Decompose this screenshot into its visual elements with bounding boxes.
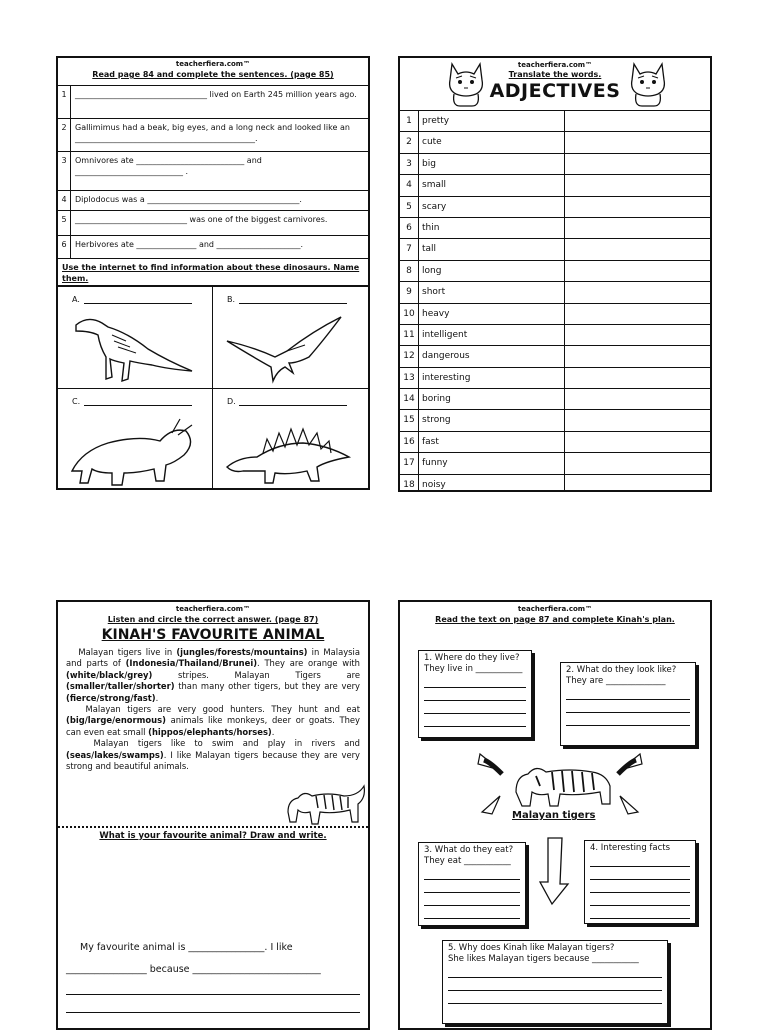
adjective-number: 9 (400, 282, 419, 302)
dinosaur-grid (58, 287, 368, 490)
adjective-word: fast (419, 432, 565, 452)
writing-line[interactable] (448, 965, 662, 978)
raptor-illustration (68, 311, 198, 386)
dinosaur-cell-c (58, 389, 213, 490)
adjective-number: 5 (400, 197, 419, 217)
adjective-row (400, 325, 710, 346)
draw-instruction: What is your favourite animal? Draw and write. (99, 831, 327, 841)
question-row (58, 86, 368, 119)
adjective-word: big (419, 154, 565, 174)
box-prompt[interactable]: They are ______________ (566, 676, 666, 686)
adjective-word: cute (419, 132, 565, 152)
adjective-row (400, 389, 710, 410)
translation-field[interactable] (565, 432, 710, 452)
question-number: 3 (58, 152, 71, 190)
plan-box-eat (418, 842, 526, 926)
answer-choice[interactable]: (jungles/forests/mountains) (176, 647, 308, 657)
adjective-number: 6 (400, 218, 419, 238)
story-fragment: Malayan tigers are very good hunters. They hunt and eat (85, 704, 360, 715)
writing-line[interactable] (66, 994, 360, 995)
adjective-word: small (419, 175, 565, 195)
translation-field[interactable] (565, 175, 710, 195)
writing-line[interactable] (424, 906, 520, 919)
translation-field[interactable] (565, 304, 710, 324)
adjectives-title: ADJECTIVES (489, 80, 621, 102)
translation-field[interactable] (565, 389, 710, 409)
translation-field[interactable] (565, 154, 710, 174)
translation-field[interactable] (565, 197, 710, 217)
worksheet-header (400, 58, 710, 111)
favourite-sentence[interactable]: My favourite animal is ________________. I like (80, 942, 293, 953)
adjective-number: 7 (400, 239, 419, 259)
adjective-number: 18 (400, 475, 419, 492)
adjective-word: short (419, 282, 565, 302)
answer-choice[interactable]: (hippos/elephants/horses) (148, 726, 272, 737)
plan-box-why (442, 940, 668, 1024)
adjective-word: tall (419, 239, 565, 259)
adjective-row (400, 132, 710, 153)
worksheet-header (58, 58, 368, 86)
translation-field[interactable] (565, 368, 710, 388)
adjective-row (400, 346, 710, 367)
writing-line[interactable] (590, 880, 690, 893)
plan-box-look (560, 662, 696, 746)
pterosaur-illustration (223, 311, 353, 386)
question-row (58, 119, 368, 152)
adjective-word: boring (419, 389, 565, 409)
instruction: Read page 84 and complete the sentences. (page 85) (92, 70, 334, 79)
story-fragment: Malayan tigers live in (78, 647, 177, 657)
plan-box-where (418, 650, 532, 738)
adjective-word: strong (419, 410, 565, 430)
translation-field[interactable] (565, 132, 710, 152)
adjectives-table (400, 111, 710, 492)
cat-illustration-right (626, 60, 670, 108)
down-arrow-icon (536, 836, 570, 906)
answer-choice[interactable]: (Indonesia/Thailand/Brunei) (125, 658, 258, 669)
adjective-word: funny (419, 453, 565, 473)
writing-line[interactable] (566, 687, 690, 700)
tiger-illustration-small (284, 782, 368, 828)
tiger-with-arrows-illustration (470, 746, 650, 818)
dinosaur-label: B. (227, 295, 236, 304)
adjective-word: intelligent (419, 325, 565, 345)
adjective-row (400, 453, 710, 474)
question-text: Herbivores ate _______________ and _____________________. (75, 240, 304, 249)
dinosaur-cell-a (58, 287, 213, 389)
writing-line[interactable] (590, 906, 690, 919)
writing-line[interactable] (424, 675, 526, 688)
adjective-row (400, 432, 710, 453)
adjective-row (400, 368, 710, 389)
translation-field[interactable] (565, 410, 710, 430)
translation-field[interactable] (565, 346, 710, 366)
answer-choice[interactable]: (white/black/grey) (66, 669, 153, 680)
kinah-plan-worksheet (398, 600, 712, 1030)
dotted-divider (58, 826, 368, 828)
box-prompt[interactable]: She likes Malayan tigers because ___________ (448, 954, 639, 964)
plan-box-facts (584, 840, 696, 924)
question-number: 6 (58, 236, 71, 258)
writing-line[interactable] (590, 867, 690, 880)
story-text (58, 644, 368, 772)
adjective-number: 2 (400, 132, 419, 152)
answer-choice[interactable]: (seas/lakes/swamps) (66, 749, 164, 760)
answer-choice[interactable]: (big/large/enormous) (66, 715, 166, 726)
story-fragment: Malayan tigers like to swim and play in rivers and (93, 738, 360, 749)
question-row (58, 211, 368, 236)
adjective-row (400, 154, 710, 175)
story-fragment: . I like Malayan tigers because they are very strong and beautiful animals. (66, 749, 360, 772)
adjective-word: dangerous (419, 346, 565, 366)
writing-line[interactable] (448, 991, 662, 1004)
adjective-word: interesting (419, 368, 565, 388)
question-text: Gallimimus had a beak, big eyes, and a long neck and looked like an _____________________________________________. (75, 123, 350, 143)
dinosaur-label: D. (227, 397, 236, 406)
box-question: 4. Interesting facts (590, 843, 671, 853)
adjective-word: scary (419, 197, 565, 217)
adjective-number: 10 (400, 304, 419, 324)
cat-illustration-left (444, 60, 488, 108)
adjective-number: 12 (400, 346, 419, 366)
instruction: Listen and circle the correct answer. (page 87) (107, 615, 319, 624)
adjective-row (400, 282, 710, 303)
box-prompt[interactable]: They live in ___________ (424, 664, 523, 674)
adjective-row (400, 239, 710, 260)
story-fragment: . They are orange with (257, 658, 360, 669)
answer-line[interactable] (239, 405, 347, 406)
question-text: Diplodocus was a ______________________________________. (75, 195, 302, 204)
adjective-number: 15 (400, 410, 419, 430)
box-question: 3. What do they eat? (424, 845, 514, 855)
writing-line[interactable] (424, 867, 520, 880)
story-fragment: . (155, 692, 159, 703)
stegosaurus-illustration (223, 413, 353, 488)
box-prompt[interactable]: They eat ___________ (424, 856, 511, 866)
question-text: ____________________________ was one of the biggest carnivores. (75, 215, 328, 224)
question-number: 4 (58, 191, 71, 210)
box-question: 1. Where do they live? (424, 653, 520, 663)
adjective-word: pretty (419, 111, 565, 131)
because-sentence[interactable]: _________________ because ___________________________ (66, 964, 321, 975)
writing-line[interactable] (424, 701, 526, 714)
translation-field[interactable] (565, 111, 710, 131)
adjective-row (400, 175, 710, 196)
writing-line[interactable] (424, 688, 526, 701)
instruction: Read the text on page 87 and complete Kinah's plan. (435, 615, 675, 624)
writing-line[interactable] (590, 854, 690, 867)
adjective-row (400, 304, 710, 325)
question-number: 1 (58, 86, 71, 118)
answer-line[interactable] (84, 303, 192, 304)
favourite-animal-worksheet (56, 600, 370, 1030)
translation-field[interactable] (565, 453, 710, 473)
adjective-number: 4 (400, 175, 419, 195)
dinosaur-cell-d (213, 389, 368, 490)
question-number: 5 (58, 211, 71, 235)
writing-line[interactable] (424, 714, 526, 727)
adjective-number: 11 (400, 325, 419, 345)
adjective-number: 3 (400, 154, 419, 174)
adjective-row (400, 410, 710, 431)
writing-line[interactable] (424, 893, 520, 906)
adjective-word: heavy (419, 304, 565, 324)
box-question: 5. Why does Kinah like Malayan tigers? (448, 943, 615, 953)
question-number: 2 (58, 119, 71, 151)
story-fragment: in Malaysia and parts of (66, 647, 360, 669)
adjective-row (400, 218, 710, 239)
adjective-number: 16 (400, 432, 419, 452)
answer-choice[interactable]: (smaller/taller/shorter) (66, 681, 175, 692)
adjective-number: 17 (400, 453, 419, 473)
translation-field[interactable] (565, 475, 710, 492)
dinosaur-label: A. (72, 295, 80, 304)
writing-line[interactable] (66, 1012, 360, 1013)
credit: teacherfiera.com™ (517, 605, 593, 613)
story-fragment: stripes. Malayan Tigers are (152, 669, 360, 680)
writing-line[interactable] (590, 893, 690, 906)
translation-field[interactable] (565, 218, 710, 238)
translation-field[interactable] (565, 282, 710, 302)
box-question: 2. What do they look like? (566, 665, 677, 675)
triceratops-illustration (68, 413, 198, 488)
adjective-number: 8 (400, 261, 419, 281)
adjective-row (400, 261, 710, 282)
instruction: Translate the words. (508, 70, 602, 79)
writing-line[interactable] (448, 978, 662, 991)
question-text: _________________________________ lived on Earth 245 million years ago. (75, 90, 357, 99)
credit: teacherfiera.com™ (175, 605, 251, 613)
question-text: Omnivores ate ___________________________ and ___________________________ . (75, 156, 262, 176)
credit: teacherfiera.com™ (517, 61, 593, 69)
writing-line[interactable] (566, 713, 690, 726)
dinosaur-cell-b (213, 287, 368, 389)
adjectives-worksheet (398, 56, 712, 492)
adjective-number: 14 (400, 389, 419, 409)
adjective-word: long (419, 261, 565, 281)
story-fragment: . (271, 726, 275, 737)
dinosaur-worksheet (56, 56, 370, 490)
translation-field[interactable] (565, 261, 710, 281)
translation-field[interactable] (565, 325, 710, 345)
answer-line[interactable] (239, 303, 347, 304)
question-row (58, 191, 368, 211)
story-fragment: animals like monkeys, deer or goats. They can even eat small (66, 715, 360, 737)
answer-line[interactable] (84, 405, 192, 406)
adjective-word: thin (419, 218, 565, 238)
tiger-caption: Malayan tigers (512, 810, 596, 821)
adjective-number: 1 (400, 111, 419, 131)
credit: teacherfiera.com™ (175, 60, 251, 68)
answer-choice[interactable]: (fierce/strong/fast) (66, 692, 156, 703)
dinosaur-label: C. (72, 397, 81, 406)
writing-line[interactable] (566, 700, 690, 713)
question-row (58, 152, 368, 191)
adjective-row (400, 111, 710, 132)
internet-instruction: Use the internet to find information about these dinosaurs. Name them. (58, 259, 368, 287)
adjective-word: noisy (419, 475, 565, 492)
question-row (58, 236, 368, 259)
writing-line[interactable] (424, 880, 520, 893)
story-title: KINAH'S FAVOURITE ANIMAL (101, 627, 325, 643)
story-fragment: than many other tigers, but they are very (174, 681, 360, 692)
translation-field[interactable] (565, 239, 710, 259)
adjective-number: 13 (400, 368, 419, 388)
adjective-row (400, 475, 710, 492)
adjective-row (400, 197, 710, 218)
